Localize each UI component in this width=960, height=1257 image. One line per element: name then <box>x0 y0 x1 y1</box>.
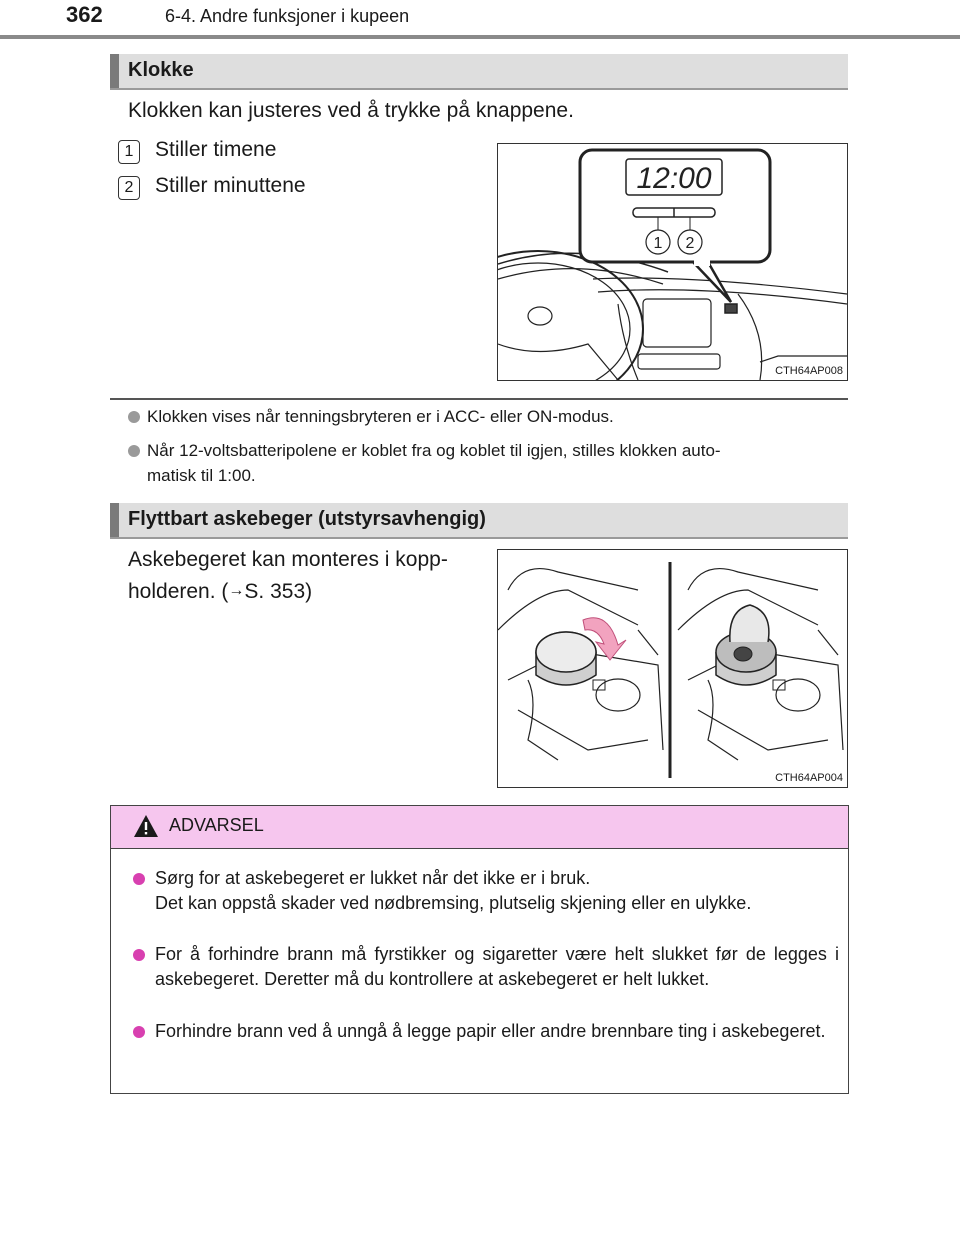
page-reference-link[interactable]: S. 353) <box>244 580 313 603</box>
warning-triangle-icon <box>133 814 159 838</box>
note-2-line-1: Når 12-voltsbatteripolene er koblet fra og koblet til igjen, stilles klokken auto- <box>147 441 721 460</box>
heading-bar <box>110 54 119 88</box>
warning-item-1-first: Sørg for at askebegeret er lukket når det ikke er i bruk. <box>155 868 591 888</box>
ashtray-text-line-2 <box>128 576 312 610</box>
warning-item-1-rest: Det kan oppstå skader ved nødbremsing, plutselig skjening eller en ulykke. <box>155 893 752 913</box>
note-1: Klokken vises når tenningsbryteren er i ACC- eller ON-modus. <box>147 407 614 426</box>
section-heading-ashtray <box>110 503 848 539</box>
warning-bullet <box>133 873 145 885</box>
section-divider <box>110 398 848 400</box>
arrow-icon: → <box>228 582 245 599</box>
warning-item-1 <box>155 866 839 916</box>
page-number: 362 <box>66 2 103 27</box>
clock-display-readout: 12:00 <box>636 162 712 195</box>
chapter-title: 6-4. Andre funksjoner i kupeen <box>165 6 410 26</box>
section-title: Klokke <box>128 59 194 81</box>
step-text-1: Stiller timene <box>155 138 277 161</box>
ashtray-text-prefix: holderen. ( <box>128 580 229 603</box>
header-rule <box>0 35 960 39</box>
warning-bullet <box>133 1026 145 1038</box>
clock-figure <box>497 143 848 381</box>
callout-1: 1 <box>653 235 663 252</box>
step-number-2: 2 <box>118 176 140 200</box>
heading-bar <box>110 503 119 537</box>
figure-code: CTH64AP004 <box>775 772 843 784</box>
figure-code: CTH64AP008 <box>775 365 843 377</box>
warning-box <box>110 805 849 1094</box>
callout-2: 2 <box>685 235 695 252</box>
note-bullet <box>128 411 140 423</box>
note-2-line-2: matisk til 1:00. <box>147 466 256 485</box>
ashtray-illustration <box>498 550 847 787</box>
warning-item-3 <box>155 1019 839 1044</box>
step-number-1: 1 <box>118 140 140 164</box>
ashtray-text-line-1: Askebegeret kan monteres i kopp- <box>128 548 448 571</box>
warning-item-2 <box>155 942 839 992</box>
step-text-2: Stiller minuttene <box>155 174 306 197</box>
warning-header <box>111 806 848 849</box>
warning-item-2-text: For å forhindre brann må fyrstikker og sigaretter være helt slukket før de legges i askebegeret. Deretter må du kontrollere at askebegeret er helt lukket. <box>155 944 839 989</box>
section-heading-clock <box>110 54 848 90</box>
ashtray-figure <box>497 549 848 788</box>
warning-bullet <box>133 949 145 961</box>
clock-intro: Klokken kan justeres ved å trykke på knappene. <box>128 99 574 122</box>
warning-item-3-text: Forhindre brann ved å unngå å legge papir eller andre brennbare ting i askebegeret. <box>155 1021 826 1041</box>
section-title: Flyttbart askebeger (utstyrsavhengig) <box>128 508 486 530</box>
warning-label: ADVARSEL <box>169 815 264 835</box>
note-bullet <box>128 445 140 457</box>
dashboard-illustration <box>498 144 847 380</box>
